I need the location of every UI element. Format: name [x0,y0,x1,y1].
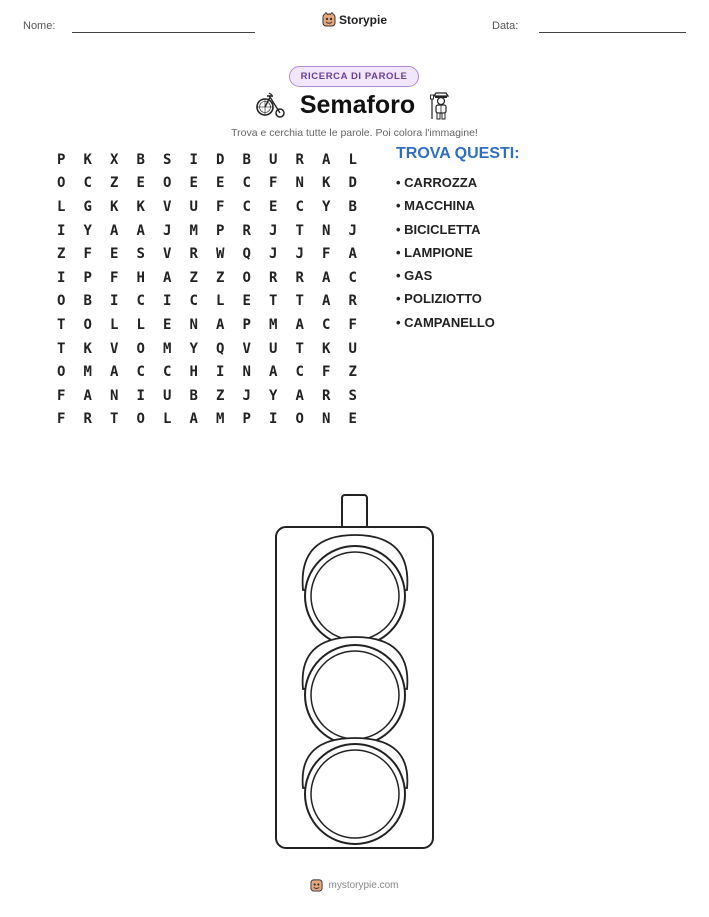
grid-cell[interactable]: S [163,151,172,168]
grid-cell[interactable]: D [348,175,357,192]
grid-cell[interactable]: U [189,198,198,215]
grid-cell[interactable]: N [322,222,331,239]
grid-cell[interactable]: K [322,340,331,357]
grid-cell[interactable]: F [216,198,225,215]
word-item: • CARROZZA [396,175,478,190]
grid-cell[interactable]: M [189,222,198,239]
grid-cell[interactable]: O [136,340,145,357]
grid-cell[interactable]: P [57,151,66,168]
grid-cell[interactable]: O [242,269,251,286]
grid-cell[interactable]: I [189,151,198,168]
grid-cell[interactable]: K [110,198,119,215]
grid-cell[interactable]: I [57,222,66,239]
grid-cell[interactable]: T [269,293,278,310]
grid-cell[interactable]: K [83,151,92,168]
grid-cell[interactable]: J [348,222,357,239]
grid-cell[interactable]: C [189,293,198,310]
grid-cell[interactable]: N [189,316,198,333]
grid-cell[interactable]: L [348,151,357,168]
grid-cell[interactable]: A [136,222,145,239]
name-label: Nome: [23,20,56,32]
grid-cell[interactable]: M [83,364,92,381]
grid-cell[interactable]: O [83,316,92,333]
title-row [0,90,709,120]
grid-cell[interactable]: J [242,387,251,404]
traffic-light-illustration[interactable] [270,490,440,852]
grid-cell[interactable]: N [110,387,119,404]
grid-cell[interactable]: A [110,364,119,381]
grid-cell[interactable]: L [136,316,145,333]
grid-cell[interactable]: F [269,175,278,192]
bicycle-icon [256,91,286,119]
footer [0,878,709,892]
grid-cell[interactable]: Q [216,340,225,357]
grid-cell[interactable]: Z [110,175,119,192]
grid-cell[interactable]: E [163,316,172,333]
grid-cell[interactable]: Y [83,222,92,239]
grid-cell[interactable]: P [216,222,225,239]
date-label: Data: [492,20,519,32]
grid-cell[interactable]: H [136,269,145,286]
grid-cell[interactable]: T [110,411,119,428]
word-item: • MACCHINA [396,198,475,214]
grid-cell[interactable]: L [216,293,225,310]
grid-cell[interactable]: O [57,293,66,310]
grid-cell[interactable]: I [136,387,145,404]
grid-cell[interactable]: R [189,246,198,263]
grid-cell[interactable]: M [269,316,278,333]
grid-cell[interactable]: C [295,198,304,215]
grid-cell[interactable]: O [57,364,66,381]
page-title: Semaforo [299,90,416,119]
grid-cell[interactable]: G [83,198,92,215]
middle-light[interactable] [303,637,408,745]
grid-cell[interactable]: J [295,246,304,263]
grid-cell[interactable]: F [322,364,331,381]
grid-cell[interactable]: Z [189,269,198,286]
grid-cell[interactable]: K [322,175,331,192]
grid-cell[interactable]: E [242,293,251,310]
grid-cell[interactable]: I [57,269,66,286]
grid-cell[interactable]: Z [348,364,357,381]
storypie-mascot-icon [322,12,336,27]
grid-cell[interactable]: C [136,293,145,310]
grid-cell[interactable]: Z [216,387,225,404]
grid-cell[interactable]: C [295,364,304,381]
grid-cell[interactable]: I [110,293,119,310]
grid-cell[interactable]: K [136,198,145,215]
word-item: • BICICLETTA [396,221,481,237]
grid-cell[interactable]: T [295,222,304,239]
category-badge: RICERCA DI PAROLE [289,66,419,87]
grid-cell[interactable]: R [348,293,357,310]
grid-cell[interactable]: R [83,411,92,428]
grid-cell[interactable]: U [269,340,278,357]
grid-cell[interactable]: P [83,269,92,286]
grid-cell[interactable]: Y [189,340,198,357]
grid-cell[interactable]: E [216,175,225,192]
grid-cell[interactable]: Q [242,246,251,263]
grid-cell[interactable]: P [242,316,251,333]
grid-cell[interactable]: V [163,198,172,215]
grid-cell[interactable]: V [110,340,119,357]
grid-cell[interactable]: E [110,246,119,263]
grid-cell[interactable]: T [57,340,66,357]
grid-cell[interactable]: A [322,269,331,286]
grid-cell[interactable]: T [295,340,304,357]
grid-cell[interactable]: S [136,246,145,263]
bottom-light[interactable] [303,738,408,844]
grid-cell[interactable]: A [83,387,92,404]
grid-cell[interactable]: D [216,151,225,168]
grid-cell[interactable]: U [348,340,357,357]
word-item: • LAMPIONE [396,244,473,260]
grid-cell[interactable]: O [136,411,145,428]
grid-cell[interactable]: A [163,269,172,286]
grid-cell[interactable]: O [295,411,304,428]
footer-url: mystorypie.com [328,879,399,891]
grid-cell[interactable]: H [189,364,198,381]
word-item: • POLIZIOTTO [396,291,482,307]
grid-cell[interactable]: C [322,316,331,333]
grid-cell[interactable]: A [295,316,304,333]
grid-cell[interactable]: A [322,151,331,168]
top-light[interactable] [303,535,408,646]
grid-cell[interactable]: F [57,411,66,428]
grid-cell[interactable]: V [242,340,251,357]
grid-cell[interactable]: J [163,222,172,239]
grid-cell[interactable]: Z [216,269,225,286]
name-field[interactable] [72,32,255,33]
grid-cell[interactable]: B [348,198,357,215]
grid-cell[interactable]: B [136,151,145,168]
grid-cell[interactable]: C [242,175,251,192]
grid-cell[interactable]: R [269,269,278,286]
grid-cell[interactable]: F [348,316,357,333]
grid-cell[interactable]: C [163,364,172,381]
grid-cell[interactable]: U [163,387,172,404]
grid-cell[interactable]: F [110,269,119,286]
grid-cell[interactable]: A [269,364,278,381]
grid-cell[interactable]: N [242,364,251,381]
grid-cell[interactable]: T [57,316,66,333]
date-field[interactable] [539,32,686,33]
grid-cell[interactable]: R [242,222,251,239]
grid-cell[interactable]: J [269,246,278,263]
grid-cell[interactable]: M [216,411,225,428]
grid-cell[interactable]: O [57,175,66,192]
grid-cell[interactable]: A [348,246,357,263]
grid-cell[interactable]: U [269,151,278,168]
grid-cell[interactable]: E [269,198,278,215]
grid-cell[interactable]: A [216,316,225,333]
grid-cell[interactable]: V [163,246,172,263]
grid-cell[interactable]: T [295,293,304,310]
grid-cell[interactable]: F [83,246,92,263]
grid-cell[interactable]: L [57,198,66,215]
grid-cell[interactable]: K [83,340,92,357]
grid-cell[interactable]: A [322,293,331,310]
word-list-title: TROVA QUESTI: [396,145,520,162]
grid-cell[interactable]: E [136,175,145,192]
grid-cell[interactable]: A [110,222,119,239]
grid-cell[interactable]: P [242,411,251,428]
grid-cell[interactable]: B [242,151,251,168]
grid-cell[interactable]: O [163,175,172,192]
brand-logo [322,12,387,27]
grid-cell[interactable]: Y [269,387,278,404]
grid-cell[interactable]: C [348,269,357,286]
police-officer-icon [429,90,453,120]
grid-cell[interactable]: I [269,411,278,428]
grid-cell[interactable]: C [83,175,92,192]
grid-cell[interactable]: E [348,411,357,428]
grid-cell[interactable]: A [295,387,304,404]
storypie-mascot-icon [310,878,323,892]
grid-cell[interactable]: I [216,364,225,381]
grid-cell[interactable]: Y [322,198,331,215]
word-list [396,145,520,334]
grid-cell[interactable]: N [295,175,304,192]
brand-name: Storypie [339,12,388,27]
word-search-grid[interactable] [48,148,366,431]
word-item: • GAS [396,268,433,284]
grid-cell[interactable]: X [110,151,119,168]
grid-cell[interactable]: B [189,387,198,404]
grid-cell[interactable]: L [110,316,119,333]
grid-cell[interactable]: F [57,387,66,404]
grid-cell[interactable]: R [295,269,304,286]
grid-cell[interactable]: R [322,387,331,404]
grid-cell[interactable]: I [163,293,172,310]
grid-cell[interactable]: L [163,411,172,428]
grid-cell[interactable]: A [189,411,198,428]
grid-cell[interactable]: E [189,175,198,192]
grid-cell[interactable]: B [83,293,92,310]
grid-cell[interactable]: C [242,198,251,215]
grid-cell[interactable]: S [348,387,357,404]
instructions: Trova e cerchia tutte le parole. Poi colora l'immagine! [231,127,478,139]
grid-cell[interactable]: J [269,222,278,239]
grid-cell[interactable]: N [322,411,331,428]
grid-cell[interactable]: C [136,364,145,381]
grid-cell[interactable]: W [216,246,225,263]
grid-cell[interactable]: M [163,340,172,357]
grid-cell[interactable]: F [322,246,331,263]
grid-cell[interactable]: Z [57,246,66,263]
grid-cell[interactable]: R [295,151,304,168]
word-item: • CAMPANELLO [396,314,495,330]
